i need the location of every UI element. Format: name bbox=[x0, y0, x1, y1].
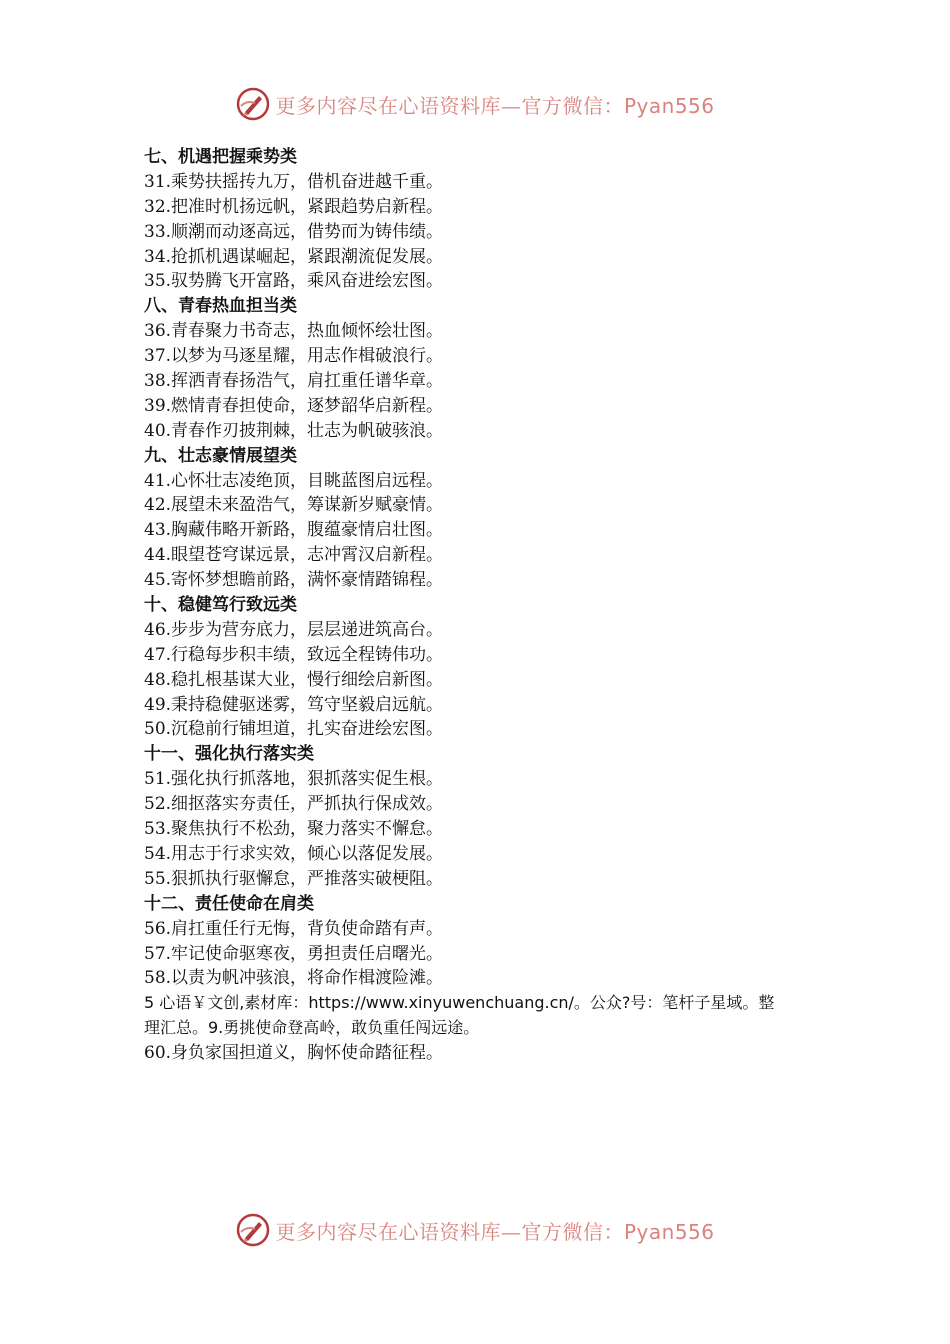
list-item: 51.强化执行抓落地，狠抓落实促生根。 bbox=[144, 769, 444, 790]
list-item: 50.沉稳前行铺坦道，扎实奋进绘宏图。 bbox=[144, 719, 444, 740]
section-heading: 十、稳健笃行致远类 bbox=[144, 595, 297, 616]
list-item: 39.燃情青春担使命，逐梦韶华启新程。 bbox=[144, 395, 444, 416]
footer-banner-text: 更多内容尽在心语资料库—官方微信：Pyan556 bbox=[275, 1219, 715, 1244]
list-item: 41.心怀壮志凌绝顶，目眺蓝图启远程。 bbox=[144, 470, 444, 491]
header-wechat-id: Pyan556 bbox=[623, 93, 715, 118]
list-item: 46.步步为营夯底力，层层递进筑高台。 bbox=[144, 619, 444, 640]
header-banner bbox=[0, 82, 950, 126]
list-item: 40.青春作刃披荆棘，壮志为帆破骇浪。 bbox=[144, 420, 444, 441]
pen-logo-icon bbox=[235, 86, 271, 122]
list-item: 60.身负家国担道义，胸怀使命踏征程。 bbox=[144, 1043, 444, 1064]
list-item: 38.挥洒青春扬浩气，肩扛重任谱华章。 bbox=[144, 371, 444, 392]
list-item: 37.以梦为马逐星耀，用志作楫破浪行。 bbox=[144, 346, 444, 367]
list-item: 45.寄怀梦想瞻前路，满怀豪情踏锦程。 bbox=[144, 570, 444, 591]
list-item: 35.驭势腾飞开富路，乘风奋进绘宏图。 bbox=[144, 271, 444, 292]
footer-banner bbox=[0, 1208, 950, 1252]
list-item: 56.肩扛重任行无悔，背负使命踏有声。 bbox=[144, 918, 444, 939]
list-item: 49.秉持稳健驱迷雾，笃守坚毅启远航。 bbox=[144, 694, 444, 715]
list-item: 53.聚焦执行不松劲，聚力落实不懈怠。 bbox=[144, 819, 444, 840]
header-banner-text: 更多内容尽在心语资料库—官方微信：Pyan556 bbox=[275, 93, 715, 118]
section-heading: 十二、责任使命在肩类 bbox=[144, 893, 314, 914]
section-heading: 八、青春热血担当类 bbox=[144, 296, 297, 317]
pen-logo-icon bbox=[235, 1212, 271, 1248]
list-item: 32.把准时机扬远帆，紧跟趋势启新程。 bbox=[144, 196, 444, 217]
footer-wechat-id: Pyan556 bbox=[623, 1219, 715, 1244]
section-heading: 十一、强化执行落实类 bbox=[144, 744, 314, 765]
list-item: 48.稳扎根基谋大业，慢行细绘启新图。 bbox=[144, 669, 444, 690]
list-item: 34.抢抓机遇谋崛起，紧跟潮流促发展。 bbox=[144, 246, 444, 267]
list-item: 44.眼望苍穹谋远景，志冲霄汉启新程。 bbox=[144, 545, 444, 566]
list-item: 54.用志于行求实效，倾心以落促发展。 bbox=[144, 843, 444, 864]
list-item: 57.牢记使命驱寒夜，勇担责任启曙光。 bbox=[144, 943, 444, 964]
section-heading: 九、壮志豪情展望类 bbox=[144, 445, 297, 466]
list-item: 52.细抠落实夯责任，严抓执行保成效。 bbox=[144, 794, 444, 815]
watermark-note-line-2: 理汇总。9.勇挑使命登高岭，敢负重任闯远途。 bbox=[144, 1018, 480, 1038]
list-item: 47.行稳每步积丰绩，致远全程铸伟功。 bbox=[144, 644, 444, 665]
section-heading: 七、机遇把握乘势类 bbox=[144, 147, 297, 167]
list-item: 55.狠抓执行驱懈怠，严推落实破梗阻。 bbox=[144, 868, 444, 889]
list-item: 31.乘势扶摇抟九万，借机奋进越千重。 bbox=[144, 171, 444, 192]
document-body bbox=[144, 145, 816, 1066]
list-item: 42.展望未来盈浩气，筹谋新岁赋豪情。 bbox=[144, 495, 444, 516]
list-item: 36.青春聚力书奇志，热血倾怀绘壮图。 bbox=[144, 321, 444, 342]
list-item: 43.胸藏伟略开新路，腹蕴豪情启壮图。 bbox=[144, 520, 444, 541]
list-item: 33.顺潮而动逐高远，借势而为铸伟绩。 bbox=[144, 221, 444, 242]
watermark-note-line-1: 5 心语￥文创,素材库：https://www.xinyuwenchuang.cn/。公众?号：笔杆子星域。整 bbox=[144, 993, 775, 1013]
list-item: 58.以责为帆冲骇浪，将命作楫渡险滩。 bbox=[144, 968, 444, 989]
